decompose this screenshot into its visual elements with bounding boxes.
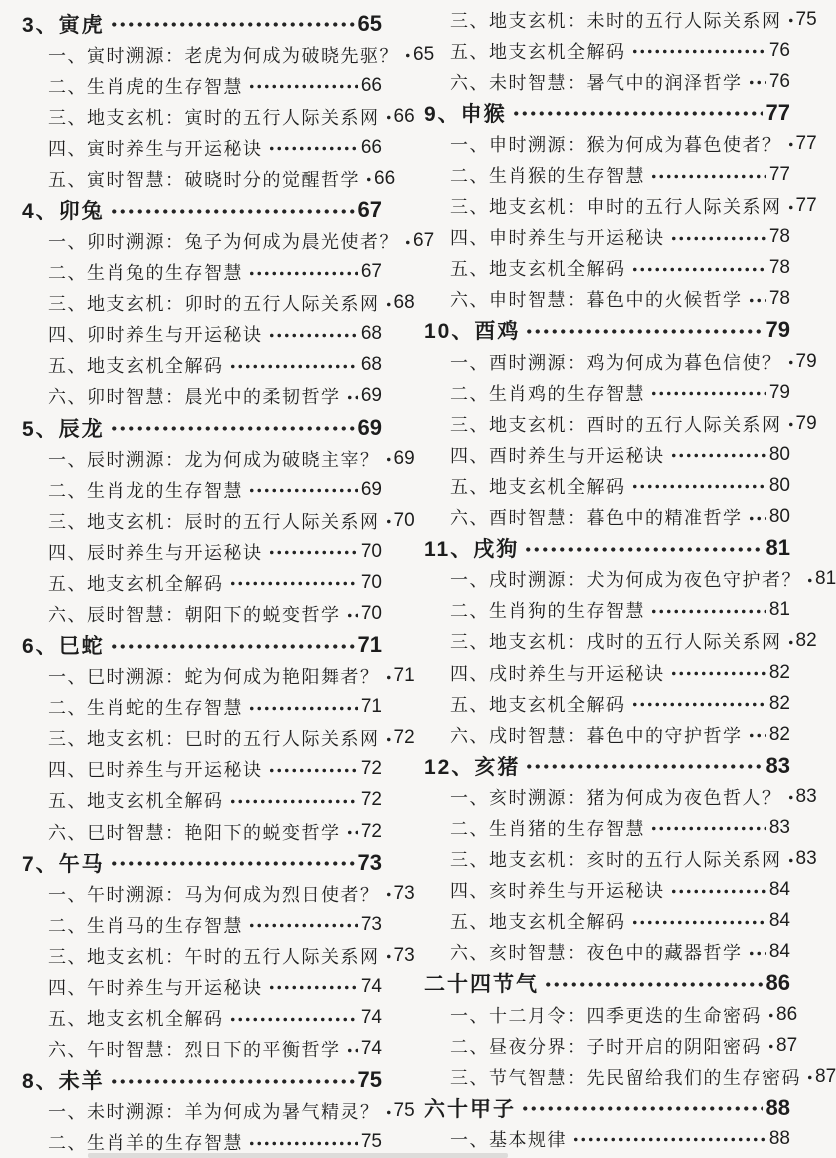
toc-entry-label: 二、生肖猴的生存智慧: [450, 166, 645, 187]
dot-leader: [110, 859, 355, 868]
dot-leader: [787, 203, 793, 212]
toc-entry[interactable]: [420, 781, 817, 812]
toc-entry-page: 68: [360, 354, 382, 376]
toc-entry-page: 80: [768, 474, 790, 496]
dot-leader: [748, 514, 766, 523]
dot-leader: [248, 704, 358, 713]
dot-leader: [767, 1042, 773, 1051]
toc-entry-page: 75: [357, 1067, 382, 1093]
toc-entry-page: 74: [360, 1038, 382, 1060]
toc-entry[interactable]: [420, 1123, 790, 1154]
dot-leader: [385, 300, 391, 309]
toc-column-right: [408, 0, 836, 1158]
toc-entry[interactable]: [420, 937, 790, 968]
dot-leader: [512, 109, 763, 118]
dot-leader: [248, 486, 358, 495]
toc-entry-page: 66: [360, 136, 382, 158]
toc-entry[interactable]: [420, 66, 790, 97]
toc-entry-label: 二、生肖龙的生存智慧: [48, 480, 243, 501]
toc-entry-label: 12、亥猪: [424, 755, 521, 779]
toc-entry[interactable]: [18, 257, 382, 288]
toc-entry[interactable]: [420, 844, 817, 875]
toc-entry-label: 五、地支玄机全解码: [450, 694, 626, 715]
dot-leader: [268, 766, 358, 775]
toc-entry-label: 二、生肖鸡的生存智慧: [450, 383, 645, 404]
toc-entry-label: 10、酉鸡: [424, 320, 521, 344]
toc-entry[interactable]: [18, 412, 382, 443]
scan-edge-artifact: [88, 1153, 508, 1158]
toc-entry-page: 72: [360, 820, 382, 842]
toc-entry[interactable]: [18, 163, 396, 194]
toc-entry-label: 一、辰时溯源：龙为何成为破晓主宰？: [48, 449, 380, 470]
toc-entry-label: 二、生肖蛇的生存智慧: [48, 698, 243, 719]
toc-entry[interactable]: [18, 630, 382, 661]
toc-entry[interactable]: [420, 564, 836, 595]
toc-entry[interactable]: [420, 191, 817, 222]
toc-entry-label: 五、地支玄机全解码: [450, 476, 626, 497]
toc-entry[interactable]: [18, 132, 382, 163]
dot-leader: [525, 762, 762, 771]
toc-entry-label: 四、寅时养生与开运秘诀: [48, 138, 263, 159]
toc-entry[interactable]: [18, 536, 382, 567]
toc-entry-label: 5、辰龙: [22, 417, 105, 441]
toc-entry-label: 五、地支玄机全解码: [48, 791, 224, 812]
dot-leader: [229, 362, 358, 371]
toc-entry-page: 87: [815, 1065, 836, 1087]
dot-leader: [385, 1108, 391, 1117]
toc-entry-page: 70: [360, 603, 382, 625]
toc-entry-label: 二、生肖马的生存智慧: [48, 915, 243, 936]
dot-leader: [268, 548, 358, 557]
dot-leader: [385, 673, 391, 682]
toc-entry[interactable]: [18, 474, 382, 505]
toc-entry-page: 65: [357, 10, 382, 36]
toc-entry[interactable]: [420, 439, 790, 470]
toc-entry[interactable]: [18, 505, 415, 536]
toc-entry[interactable]: [420, 315, 790, 346]
toc-entry-label: 9、申猴: [424, 102, 507, 126]
toc-entry-label: 六、未时智慧：暑气中的润泽哲学: [450, 72, 743, 93]
toc-entry[interactable]: [18, 816, 382, 847]
dot-leader: [346, 393, 358, 402]
toc-entry-label: 六、巳时智慧：艳阳下的蜕变哲学: [48, 822, 341, 843]
toc-entry-page: 80: [768, 506, 790, 528]
toc-entry-page: 71: [393, 665, 415, 687]
toc-entry-page: 73: [393, 944, 415, 966]
toc-entry[interactable]: [18, 909, 382, 940]
toc-entry[interactable]: [420, 626, 817, 657]
toc-entry-label: 二、生肖羊的生存智慧: [48, 1133, 243, 1154]
toc-entry-page: 82: [768, 661, 790, 683]
toc-entry[interactable]: [18, 39, 435, 70]
toc-entry-page: 81: [768, 599, 790, 621]
toc-entry-page: 83: [795, 848, 817, 870]
toc-entry-page: 66: [393, 105, 415, 127]
toc-entry-label: 六、午时智慧：烈日下的平衡哲学: [48, 1040, 341, 1061]
dot-leader: [670, 887, 766, 896]
dot-leader: [385, 455, 391, 464]
toc-entry[interactable]: [420, 377, 790, 408]
dot-leader: [346, 611, 358, 620]
dot-leader: [787, 420, 793, 429]
toc-entry-label: 五、地支玄机全解码: [48, 356, 224, 377]
toc-entry-page: 84: [768, 910, 790, 932]
toc-entry[interactable]: [18, 692, 382, 723]
dot-leader: [572, 1135, 766, 1144]
dot-leader: [521, 1104, 763, 1113]
toc-entry[interactable]: [420, 812, 790, 843]
toc-entry-page: 72: [393, 727, 415, 749]
toc-entry[interactable]: [420, 1030, 798, 1061]
dot-leader: [385, 113, 391, 122]
toc-entry-label: 四、辰时养生与开运秘诀: [48, 542, 263, 563]
dot-leader: [631, 700, 766, 709]
toc-entry-page: 74: [360, 1007, 382, 1029]
toc-entry-page: 72: [360, 758, 382, 780]
dot-leader: [346, 828, 358, 837]
toc-entry[interactable]: [420, 128, 817, 159]
dot-leader: [631, 482, 766, 491]
toc-entry[interactable]: [420, 906, 790, 937]
dot-leader: [748, 78, 766, 87]
toc-entry-page: 77: [768, 164, 790, 186]
toc-entry-page: 82: [795, 630, 817, 652]
toc-entry-page: 83: [765, 752, 790, 778]
dot-leader: [650, 824, 766, 833]
toc-entry[interactable]: [420, 968, 790, 999]
toc-entry-label: 6、巳蛇: [22, 635, 105, 659]
toc-entry-page: 79: [795, 350, 817, 372]
toc-entry-label: 一、十二月令：四季更迭的生命密码: [450, 1005, 762, 1026]
toc-entry[interactable]: [18, 8, 382, 39]
toc-entry-label: 四、酉时养生与开运秘诀: [450, 445, 665, 466]
toc-entry-label: 一、寅时溯源：老虎为何成为破晓先驱？: [48, 45, 399, 66]
toc-entry-label: 五、地支玄机全解码: [48, 1009, 224, 1030]
toc-entry-page: 79: [795, 412, 817, 434]
toc-entry-page: 81: [815, 568, 836, 590]
toc-entry-label: 四、亥时养生与开运秘诀: [450, 881, 665, 902]
dot-leader: [806, 576, 812, 585]
toc-entry-label: 三、地支玄机：午时的五行人际关系网: [48, 946, 380, 967]
toc-entry-page: 86: [776, 1003, 798, 1025]
toc-entry-label: 六十甲子: [424, 1097, 516, 1121]
toc-entry-page: 65: [413, 43, 435, 65]
toc-entry-page: 81: [765, 535, 790, 561]
dot-leader: [110, 20, 355, 29]
toc-entry-label: 三、节气智慧：先民留给我们的生存密码: [450, 1067, 801, 1088]
toc-entry-page: 69: [393, 447, 415, 469]
toc-entry-page: 67: [360, 261, 382, 283]
dot-leader: [670, 451, 766, 460]
dot-leader: [248, 82, 358, 91]
toc-entry-label: 六、亥时智慧：夜色中的藏器哲学: [450, 943, 743, 964]
toc-entry-page: 68: [393, 292, 415, 314]
toc-entry-label: 三、地支玄机：酉时的五行人际关系网: [450, 414, 782, 435]
dot-leader: [787, 16, 793, 25]
toc-entry[interactable]: [18, 723, 415, 754]
toc-entry-page: 87: [776, 1034, 798, 1056]
toc-entry[interactable]: [18, 1034, 382, 1065]
toc-entry[interactable]: [18, 443, 415, 474]
toc-entry-label: 六、辰时智慧：朝阳下的蜕变哲学: [48, 605, 341, 626]
toc-entry-label: 一、亥时溯源：猪为何成为夜色哲人？: [450, 787, 782, 808]
toc-entry-page: 79: [765, 317, 790, 343]
toc-entry-label: 四、巳时养生与开运秘诀: [48, 760, 263, 781]
toc-entry-page: 71: [357, 632, 382, 658]
toc-entry-page: 66: [374, 167, 396, 189]
dot-leader: [268, 331, 358, 340]
dot-leader: [787, 793, 793, 802]
toc-entry[interactable]: [420, 97, 790, 128]
toc-entry-page: 77: [795, 195, 817, 217]
dot-leader: [670, 669, 766, 678]
toc-entry[interactable]: [18, 381, 382, 412]
dot-leader: [346, 1046, 358, 1055]
toc-entry-page: 66: [360, 74, 382, 96]
toc-entry-label: 一、申时溯源：猴为何成为暮色使者？: [450, 134, 782, 155]
toc-entry[interactable]: [420, 159, 790, 190]
dot-leader: [650, 389, 766, 398]
toc-entry[interactable]: [420, 595, 790, 626]
toc-entry[interactable]: [420, 284, 790, 315]
toc-entry-label: 四、午时养生与开运秘诀: [48, 977, 263, 998]
dot-leader: [110, 1077, 355, 1086]
toc-entry-label: 一、未时溯源：羊为何成为暑气精灵？: [48, 1102, 380, 1123]
dot-leader: [650, 172, 766, 181]
dot-leader: [385, 952, 391, 961]
toc-entry-label: 六、酉时智慧：暮色中的精准哲学: [450, 508, 743, 529]
toc-entry[interactable]: [18, 971, 382, 1002]
toc-entry-label: 三、地支玄机：辰时的五行人际关系网: [48, 511, 380, 532]
toc-entry-label: 3、寅虎: [22, 13, 105, 37]
toc-entry-page: 77: [765, 99, 790, 125]
toc-entry-page: 69: [360, 478, 382, 500]
toc-entry-page: 77: [795, 132, 817, 154]
toc-entry-page: 83: [768, 816, 790, 838]
toc-entry-label: 三、地支玄机：卯时的五行人际关系网: [48, 294, 380, 315]
dot-leader: [229, 579, 358, 588]
toc-entry-page: 70: [360, 571, 382, 593]
toc-entry[interactable]: [420, 750, 790, 781]
dot-leader: [110, 642, 355, 651]
toc-entry[interactable]: [420, 1092, 790, 1123]
dot-leader: [631, 918, 766, 927]
toc-entry-label: 一、巳时溯源：蛇为何成为艳阳舞者？: [48, 667, 380, 688]
toc-entry-page: 84: [768, 941, 790, 963]
toc-entry-page: 79: [768, 381, 790, 403]
toc-entry-label: 一、戌时溯源：犬为何成为夜色守护者？: [450, 570, 801, 591]
toc-entry-page: 86: [765, 970, 790, 996]
toc-entry[interactable]: [18, 101, 415, 132]
toc-entry[interactable]: [18, 70, 382, 101]
dot-leader: [110, 207, 355, 216]
dot-leader: [650, 607, 766, 616]
toc-entry-page: 69: [357, 414, 382, 440]
toc-entry[interactable]: [420, 657, 790, 688]
toc-entry[interactable]: [18, 194, 382, 225]
toc-entry-page: 82: [768, 723, 790, 745]
dot-leader: [631, 47, 766, 56]
toc-entry[interactable]: [18, 785, 382, 816]
toc-entry[interactable]: [420, 719, 790, 750]
dot-leader: [268, 144, 358, 153]
toc-entry-label: 二、生肖兔的生存智慧: [48, 263, 243, 284]
toc-entry-label: 四、申时养生与开运秘诀: [450, 228, 665, 249]
toc-entry-label: 五、地支玄机全解码: [450, 912, 626, 933]
toc-entry[interactable]: [18, 350, 382, 381]
toc-entry[interactable]: [420, 688, 790, 719]
toc-entry-page: 73: [393, 882, 415, 904]
toc-entry[interactable]: [18, 598, 382, 629]
toc-entry[interactable]: [18, 878, 415, 909]
dot-leader: [385, 735, 391, 744]
toc-entry-page: 76: [768, 39, 790, 61]
toc-entry-page: 71: [360, 696, 382, 718]
dot-leader: [110, 424, 355, 433]
toc-entry-page: 78: [768, 226, 790, 248]
toc-entry[interactable]: [420, 470, 790, 501]
toc-entry-page: 75: [360, 1131, 382, 1153]
toc-entry-label: 二十四节气: [424, 973, 539, 997]
toc-entry-page: 83: [795, 785, 817, 807]
toc-entry[interactable]: [420, 533, 790, 564]
dot-leader: [748, 949, 766, 958]
toc-entry-label: 4、卯兔: [22, 200, 105, 223]
toc-entry-label: 六、戌时智慧：暮色中的守护哲学: [450, 725, 743, 746]
toc-entry-page: 67: [357, 197, 382, 222]
toc-entry-label: 8、未羊: [22, 1070, 105, 1094]
toc-entry[interactable]: [18, 940, 415, 971]
toc-entry-label: 二、昼夜分界：子时开启的阴阳密码: [450, 1036, 762, 1057]
toc-entry[interactable]: [18, 226, 435, 257]
toc-entry[interactable]: [420, 875, 790, 906]
toc-entry[interactable]: [420, 999, 798, 1030]
toc-entry[interactable]: [420, 1061, 836, 1092]
toc-entry-page: 78: [768, 288, 790, 310]
toc-entry-label: 7、午马: [22, 852, 105, 876]
toc-entry[interactable]: [420, 222, 790, 253]
dot-leader: [806, 1073, 812, 1082]
dot-leader: [787, 856, 793, 865]
dot-leader: [524, 545, 762, 554]
toc-entry[interactable]: [18, 1096, 415, 1127]
toc-entry-label: 三、地支玄机：戌时的五行人际关系网: [450, 632, 782, 653]
toc-entry-label: 五、地支玄机全解码: [450, 259, 626, 280]
toc-entry[interactable]: [420, 502, 790, 533]
dot-leader: [787, 358, 793, 367]
toc-entry-page: 67: [413, 230, 435, 252]
toc-entry-label: 三、地支玄机：申时的五行人际关系网: [450, 197, 782, 218]
dot-leader: [787, 140, 793, 149]
toc-entry-label: 一、午时溯源：马为何成为烈日使者？: [48, 884, 380, 905]
toc-entry[interactable]: [18, 1003, 382, 1034]
toc-entry-label: 三、地支玄机：巳时的五行人际关系网: [48, 729, 380, 750]
toc-entry-label: 三、地支玄机：未时的五行人际关系网: [450, 10, 782, 31]
toc-entry[interactable]: [420, 4, 817, 35]
toc-entry-page: 68: [360, 323, 382, 345]
toc-entry-label: 一、卯时溯源：兔子为何成为晨光使者？: [48, 232, 399, 253]
toc-entry-label: 五、寅时智慧：破晓时分的觉醒哲学: [48, 169, 360, 190]
toc-entry-page: 75: [795, 8, 817, 30]
toc-entry-page: 74: [360, 975, 382, 997]
toc-entry-label: 三、地支玄机：亥时的五行人际关系网: [450, 850, 782, 871]
toc-entry[interactable]: [420, 35, 790, 66]
dot-leader: [748, 731, 766, 740]
dot-leader: [229, 797, 358, 806]
toc-entry[interactable]: [18, 567, 382, 598]
toc-entry-page: 76: [768, 70, 790, 92]
dot-leader: [248, 1139, 358, 1148]
dot-leader: [248, 921, 358, 930]
toc-entry-page: 80: [768, 443, 790, 465]
dot-leader: [748, 296, 766, 305]
toc-entry[interactable]: [18, 847, 382, 878]
dot-leader: [525, 327, 762, 336]
toc-entry-page: 70: [360, 540, 382, 562]
toc-entry-label: 一、基本规律: [450, 1129, 567, 1150]
toc-entry-page: 88: [768, 1127, 790, 1149]
toc-entry-label: 五、地支玄机全解码: [450, 41, 626, 62]
toc-entry-label: 一、酉时溯源：鸡为何成为暮色信使？: [450, 352, 782, 373]
dot-leader: [787, 638, 793, 647]
toc-entry[interactable]: [18, 661, 415, 692]
toc-entry[interactable]: [18, 754, 382, 785]
toc-entry-page: 73: [357, 849, 382, 875]
dot-leader: [229, 1015, 358, 1024]
toc-entry[interactable]: [18, 1065, 382, 1096]
toc-entry-label: 二、生肖狗的生存智慧: [450, 601, 645, 622]
toc-entry[interactable]: [420, 408, 817, 439]
toc-entry-page: 82: [768, 692, 790, 714]
toc-entry-label: 五、地支玄机全解码: [48, 573, 224, 594]
toc-entry-label: 六、卯时智慧：晨光中的柔韧哲学: [48, 387, 341, 408]
toc-entry-page: 72: [360, 789, 382, 811]
toc-entry-page: 69: [360, 385, 382, 407]
toc-entry-label: 二、生肖猪的生存智慧: [450, 818, 645, 839]
dot-leader: [631, 265, 766, 274]
toc-entry-page: 78: [768, 257, 790, 279]
toc-entry-label: 四、戌时养生与开运秘诀: [450, 663, 665, 684]
dot-leader: [268, 983, 358, 992]
dot-leader: [670, 234, 766, 243]
toc-entry[interactable]: [18, 319, 382, 350]
toc-entry-page: 75: [393, 1100, 415, 1122]
toc-entry-page: 88: [765, 1094, 790, 1120]
toc-entry[interactable]: [420, 253, 790, 284]
toc-entry-page: 73: [360, 913, 382, 935]
dot-leader: [385, 517, 391, 526]
toc-entry-label: 三、地支玄机：寅时的五行人际关系网: [48, 107, 380, 128]
toc-entry[interactable]: [18, 288, 415, 319]
toc-entry-page: 84: [768, 879, 790, 901]
toc-entry-label: 四、卯时养生与开运秘诀: [48, 325, 263, 346]
toc-entry-label: 11、戌狗: [424, 538, 520, 562]
dot-leader: [365, 175, 371, 184]
toc-entry-page: 70: [393, 509, 415, 531]
dot-leader: [385, 890, 391, 899]
toc-entry-label: 二、生肖虎的生存智慧: [48, 76, 243, 97]
dot-leader: [544, 980, 763, 989]
dot-leader: [767, 1011, 773, 1020]
toc-entry[interactable]: [420, 346, 817, 377]
toc-entry-label: 六、申时智慧：暮色中的火候哲学: [450, 290, 743, 311]
dot-leader: [248, 269, 358, 278]
